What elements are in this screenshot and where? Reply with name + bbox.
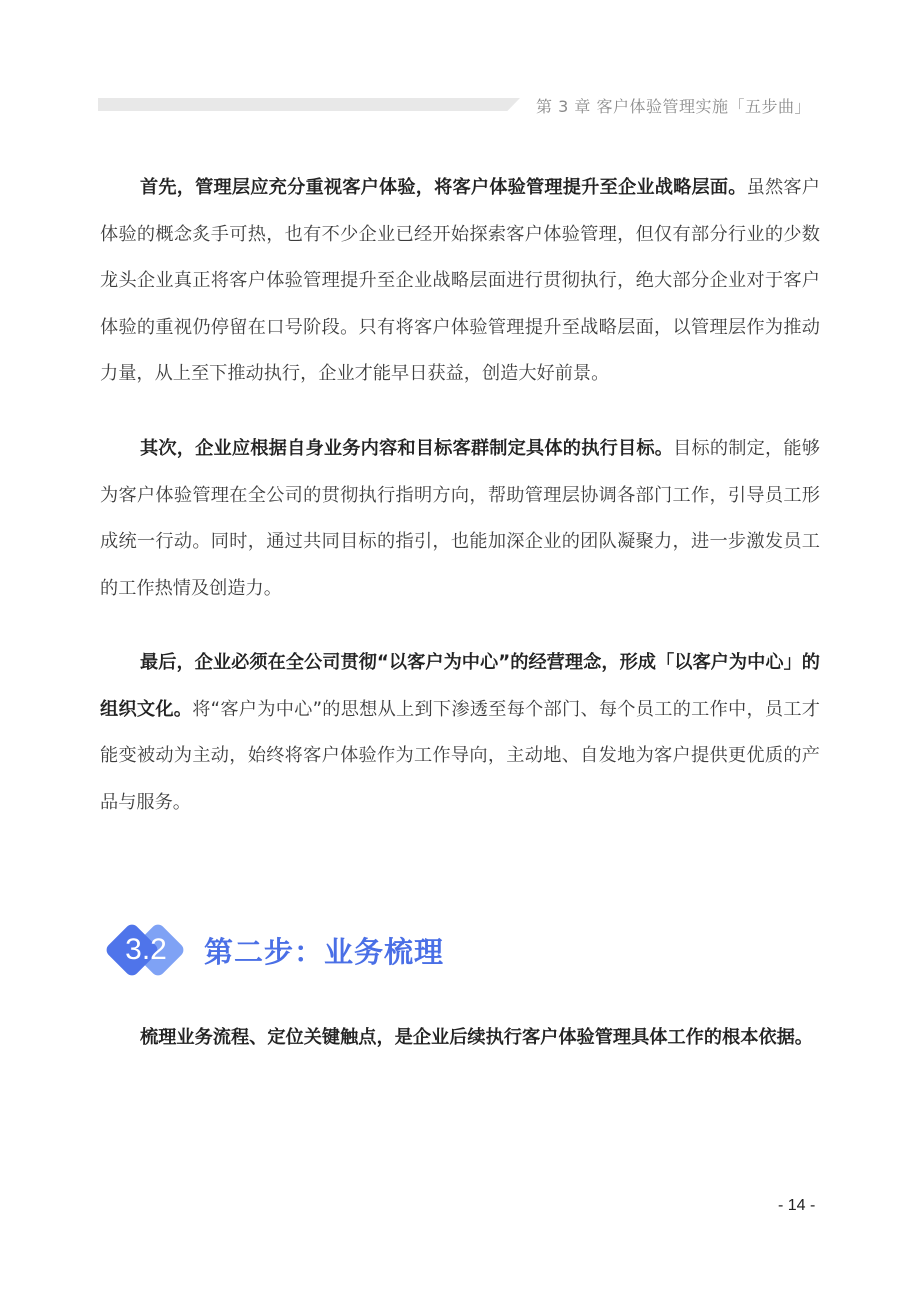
section-number-badge [104,918,192,982]
paragraph-execution-goals [100,426,820,612]
paragraph-customer-centric-culture [100,640,820,826]
paragraph-lead-bold: 最后，企业必须在全公司贯彻“以客户为中心”的经营理念，形成「以客户为中心」的组织文化。 [100,652,820,720]
section-number: 3.2 [125,933,167,966]
paragraph-management-strategy [100,165,820,398]
paragraph-lead-bold: 首先，管理层应充分重视客户体验，将客户体验管理提升至企业战略层面。 [140,177,747,198]
chapter-header-title: 第 3 章 客户体验管理实施「五步曲」 [536,97,811,116]
section-heading [104,918,444,982]
paragraph-lead-bold: 梳理业务流程、定位关键触点，是企业后续执行客户体验管理具体工作的根本依据。 [140,1027,813,1048]
paragraph-body: 将“客户为中心”的思想从上到下渗透至每个部门、每个员工的工作中，员工才能变被动为主动，始终将客户体验作为工作导向，主动地、自发地为客户提供更优质的产品与服务。 [100,698,820,813]
paragraph-business-process [100,1015,820,1062]
paragraph-body: 虽然客户体验的概念炙手可热，也有不少企业已经开始探索客户体验管理，但仅有部分行业的少数龙头企业真正将客户体验管理提升至企业战略层面进行贯彻执行，绝大部分企业对于客户体验的重视仍停留在口号阶段。只有将客户体验管理提升至战略层面，以管理层作为推动力量，从上至下推动执行，企业才能早日获益，创造大好前景。 [100,177,820,384]
page-number: - 14 - [778,1197,816,1214]
header-decorative-bar [98,98,520,111]
paragraph-lead-bold: 其次，企业应根据自身业务内容和目标客群制定具体的执行目标。 [140,438,674,459]
section-title: 第二步：业务梳理 [204,934,445,969]
paragraph-body: 目标的制定，能够为客户体验管理在全公司的贯彻执行指明方向，帮助管理层协调各部门工作，引导员工形成统一行动。同时，通过共同目标的指引，也能加深企业的团队凝聚力，进一步激发员工的工作热情及创造力。 [100,438,820,599]
